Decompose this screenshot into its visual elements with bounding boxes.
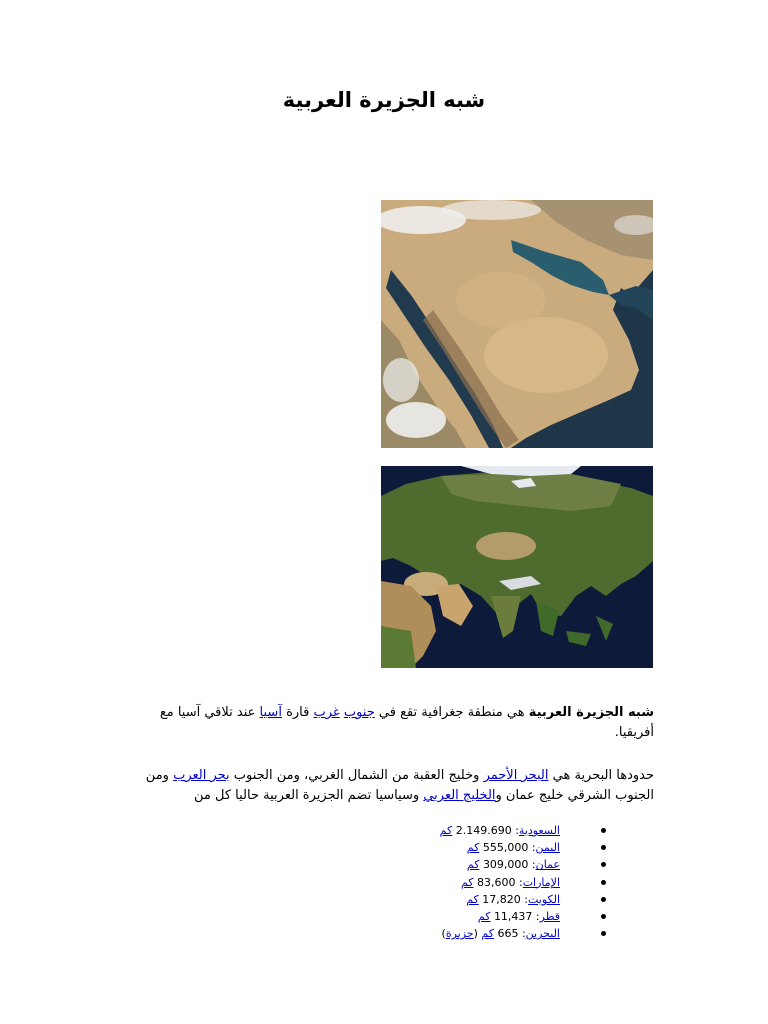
- bullet-icon: [601, 828, 606, 833]
- area-value: 309,000: [482, 858, 529, 872]
- area-value: 17,820: [482, 892, 521, 906]
- borders-paragraph: [128, 766, 654, 806]
- area-value: 555,000: [482, 841, 529, 855]
- list-item: اليمن: 555,000 كم: [300, 839, 606, 856]
- area-value: 2.149.690: [455, 824, 512, 837]
- bullet-icon: [601, 845, 606, 850]
- island-link[interactable]: جزيرة: [445, 927, 474, 941]
- country-link[interactable]: اليمن: [535, 841, 560, 855]
- link-south[interactable]: جنوب: [343, 705, 375, 720]
- arabian-peninsula-satellite-image: [381, 200, 653, 448]
- list-item: الكويت: 17,820 كم: [300, 891, 606, 908]
- unit-link[interactable]: كم: [481, 927, 494, 941]
- list-item: قطر: 11,437 كم: [300, 908, 606, 925]
- list-item: عمان: 309,000 كم: [300, 856, 606, 873]
- text-segment: قارة: [281, 705, 314, 720]
- bullet-icon: [601, 914, 606, 919]
- list-item: البحرين: 665 كم (جزيرة): [300, 925, 606, 942]
- bullet-icon: [601, 862, 606, 867]
- countries-list: [300, 822, 606, 942]
- unit-link[interactable]: كم: [439, 824, 453, 837]
- unit-link[interactable]: كم: [477, 909, 491, 923]
- link-asia[interactable]: آسيا: [259, 705, 282, 720]
- list-item: السعودية: 2.149.690 كم: [300, 822, 606, 839]
- text-segment: حدودها البحرية هي: [548, 768, 654, 783]
- list-item: الإمارات: 83,600 كم: [300, 874, 606, 891]
- text-segment: وخليج العقبة من الشمال الغربي، ومن الجنوب: [229, 768, 484, 783]
- unit-link[interactable]: كم: [466, 858, 480, 872]
- bullet-icon: [601, 897, 606, 902]
- eurasia-satellite-image: [381, 466, 653, 668]
- unit-link[interactable]: كم: [466, 841, 480, 855]
- text-segment: عند تلاقي آسيا مع أفريقيا.: [159, 705, 654, 740]
- unit-link[interactable]: كم: [466, 892, 479, 906]
- country-link[interactable]: الكويت: [527, 892, 560, 906]
- text-segment: ومن الجنوب الشرقي خليج عمان و: [145, 768, 654, 803]
- area-value: 11,437: [493, 909, 533, 923]
- country-link[interactable]: السعودية: [518, 824, 560, 837]
- area-value: 83,600: [477, 875, 516, 889]
- text-segment: هي منطقة جغرافية تقع في: [374, 705, 529, 720]
- bullet-icon: [601, 880, 606, 885]
- text-segment: وسياسيا تضم الجزيرة العربية حاليا كل من: [194, 788, 424, 803]
- country-link[interactable]: قطر: [539, 909, 560, 923]
- country-link[interactable]: عمان: [535, 858, 560, 872]
- bold-term: شبه الجزيرة العربية: [528, 705, 654, 720]
- bullet-icon: [601, 931, 606, 936]
- link-red-sea[interactable]: البحر الأحمر: [483, 768, 549, 783]
- unit-link[interactable]: كم: [460, 875, 474, 889]
- area-value: 665: [497, 927, 519, 941]
- link-arabian-gulf[interactable]: الخليج العربي: [423, 788, 496, 803]
- country-link[interactable]: الإمارات: [522, 875, 560, 889]
- link-west[interactable]: غرب: [313, 705, 340, 720]
- intro-paragraph: [128, 703, 654, 743]
- link-arabian-sea[interactable]: بحر العرب: [173, 768, 230, 783]
- page-title: شبه الجزيرة العربية: [282, 88, 486, 112]
- country-link[interactable]: البحرين: [525, 927, 560, 941]
